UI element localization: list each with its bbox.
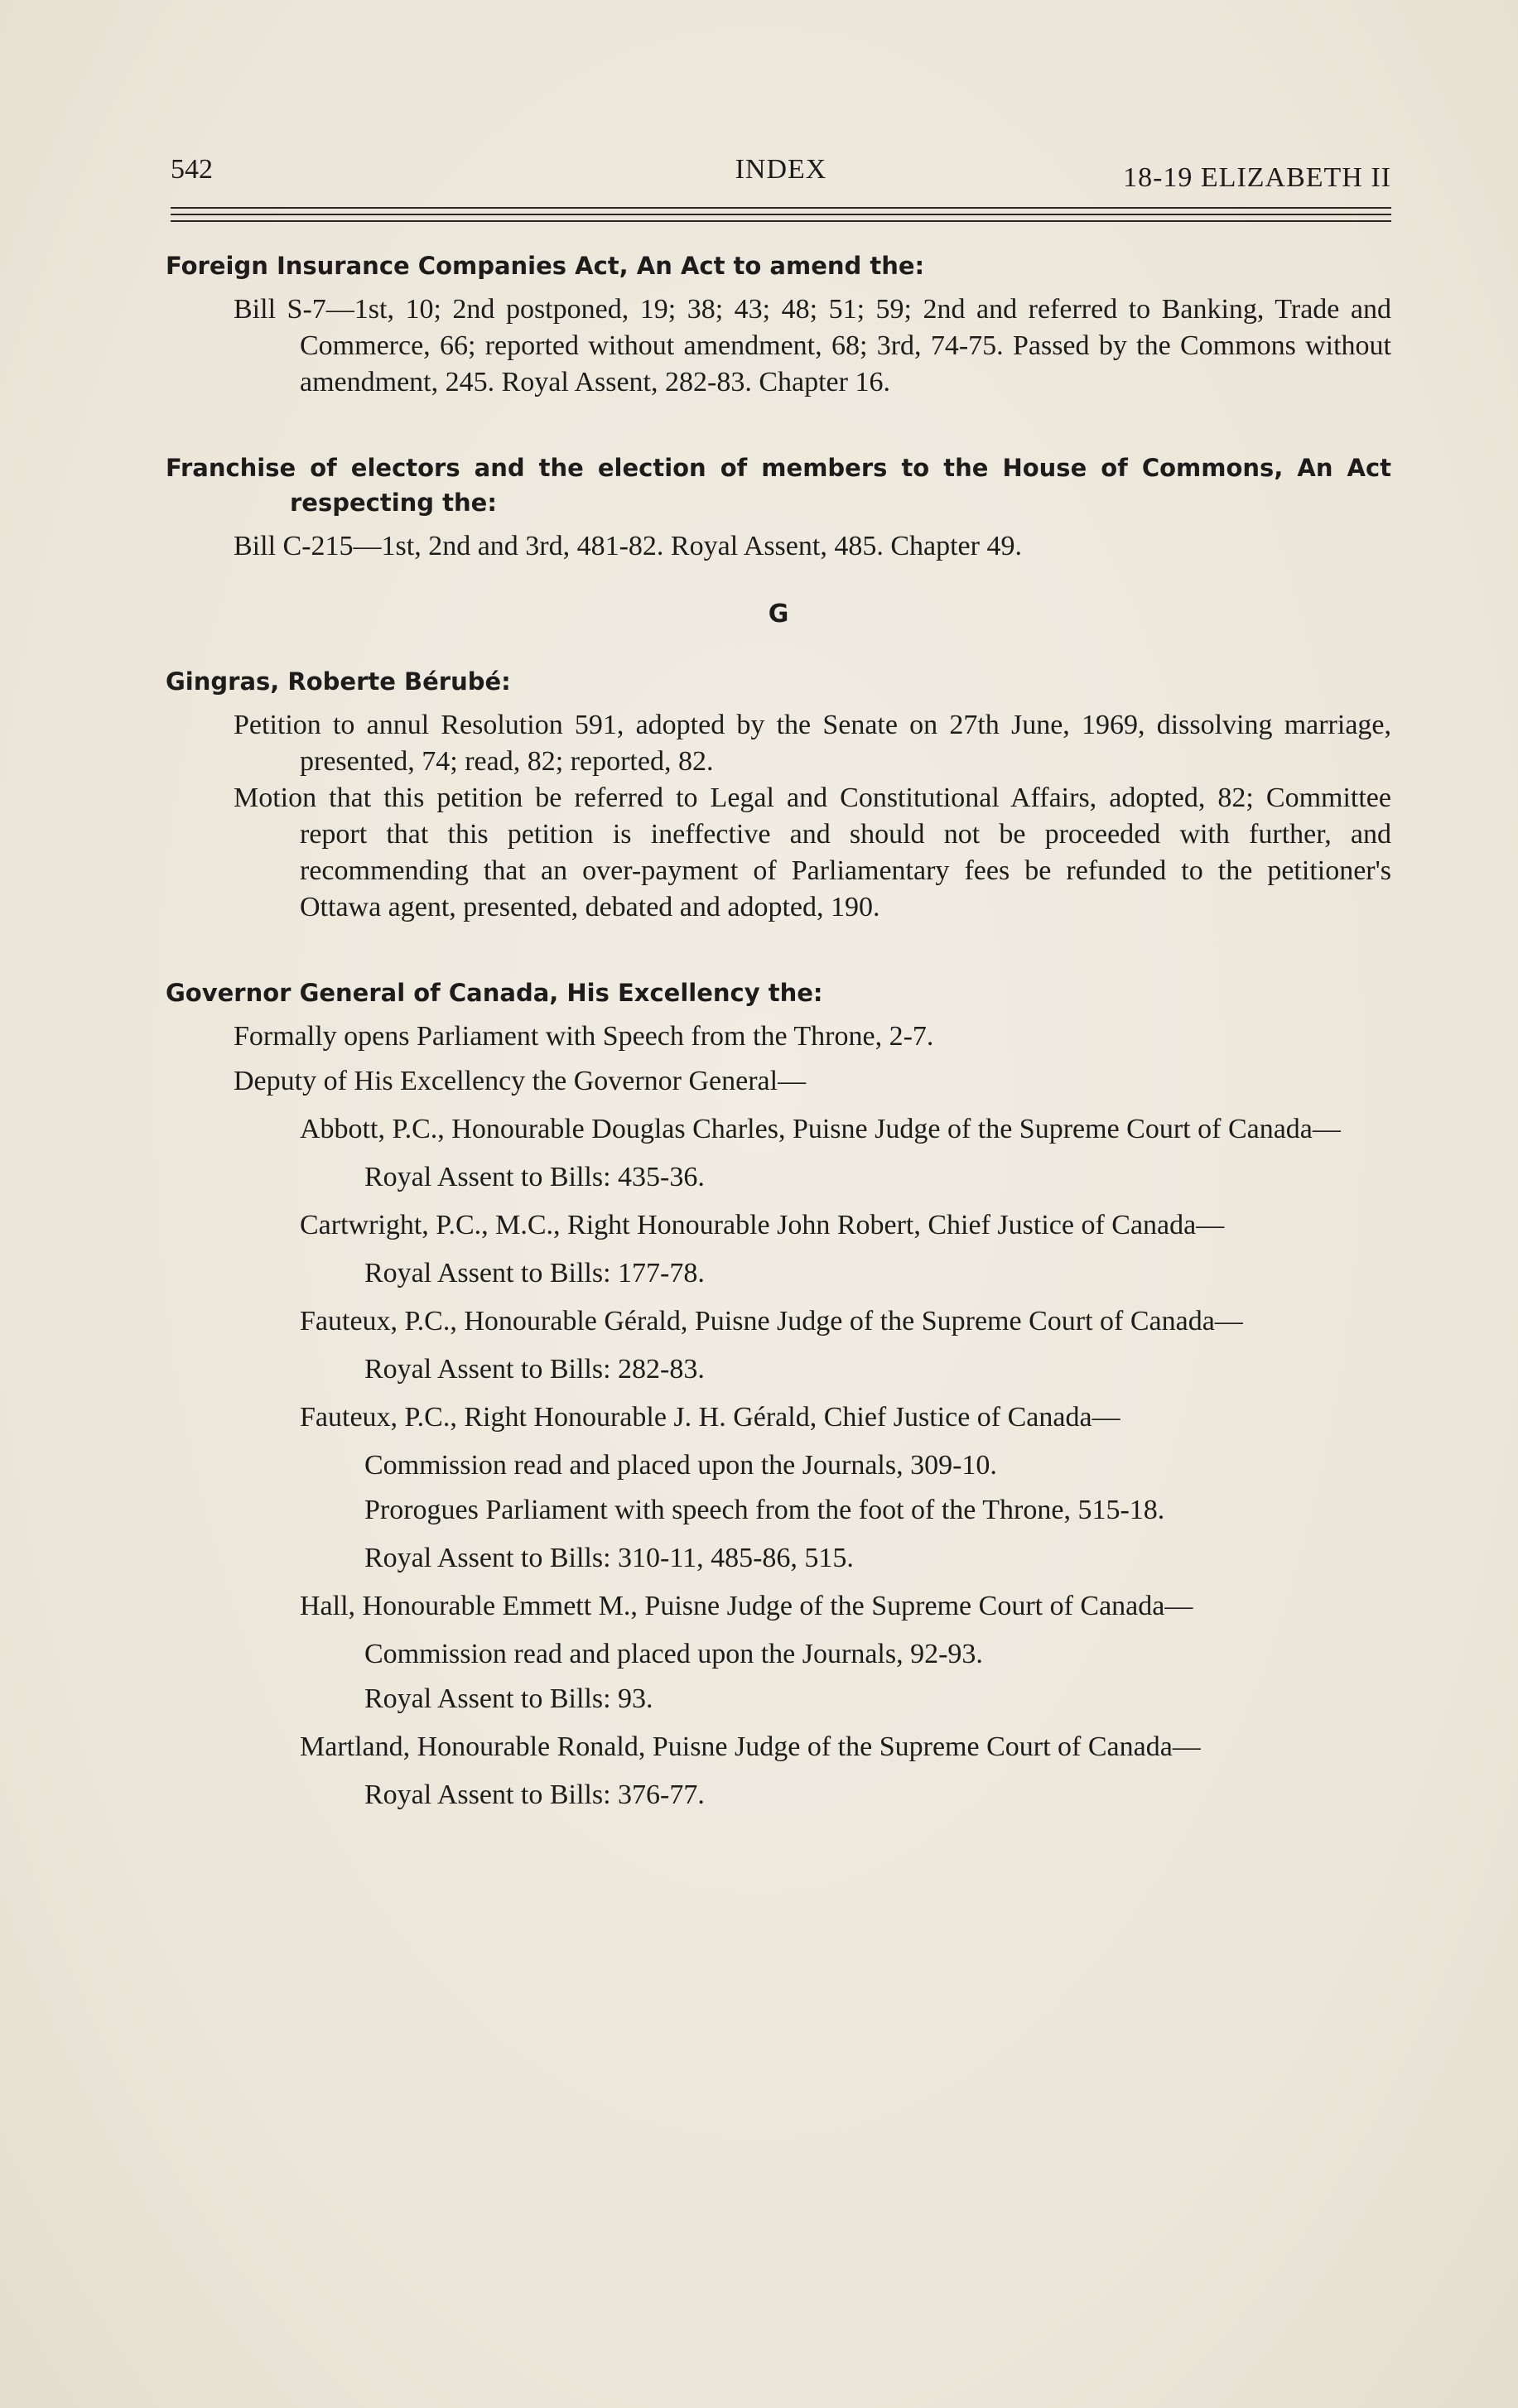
entry-heading-foreign-insurance: Foreign Insurance Companies Act, An Act to amend the:	[166, 252, 925, 280]
index-content	[166, 248, 1391, 1813]
bill-c215-entry: Bill C-215—1st, 2nd and 3rd, 481-82. Royal Assent, 485. Chapter 49.	[234, 531, 1022, 561]
bill-s7-entry: Bill S-7—1st, 10; 2nd postponed, 19; 38; 43; 48; 51; 59; 2nd and referred to Banking, Trade and Commerce, 66; reported without amendment, 68; 3rd, 74-75. Passed by the Commons without amendment, 245. Royal Assent, 282-83. Chapter 16.	[234, 294, 1391, 397]
fauteux-chief-commission: Commission read and placed upon the Journals, 309-10.	[364, 1450, 997, 1481]
section-letter: G	[768, 600, 789, 628]
header-rule	[171, 214, 1391, 215]
hall-commission: Commission read and placed upon the Journals, 92-93.	[364, 1639, 983, 1669]
deputy-fauteux-puisne: Fauteux, P.C., Honourable Gérald, Puisne Judge of the Supreme Court of Canada—	[300, 1306, 1243, 1336]
fauteux-chief-royal-assent: Royal Assent to Bills: 310-11, 485-86, 515.	[364, 1543, 854, 1573]
abbott-royal-assent: Royal Assent to Bills: 435-36.	[364, 1162, 705, 1192]
petition-entry: Petition to annul Resolution 591, adopted by the Senate on 27th June, 1969, dissolving marriage, presented, 74; read, 82; reported, 82.	[234, 710, 1391, 777]
motion-entry: Motion that this petition be referred to Legal and Constitutional Affairs, adopted, 82; Committee report that this petition is ineffective and should not be proceeded with further, and recommending that an over-payment of Parliamentary fees be refunded to the petitioner's Ottawa agent, presented, debated and adopted, 190.	[234, 783, 1391, 922]
martland-royal-assent: Royal Assent to Bills: 376-77.	[364, 1780, 705, 1810]
cartwright-royal-assent: Royal Assent to Bills: 177-78.	[364, 1258, 705, 1288]
deputy-martland: Martland, Honourable Ronald, Puisne Judge of the Supreme Court of Canada—	[300, 1731, 1201, 1762]
page-title: INDEX	[735, 154, 827, 185]
deputy-fauteux-chief: Fauteux, P.C., Right Honourable J. H. Gérald, Chief Justice of Canada—	[300, 1402, 1120, 1433]
fauteux-chief-prorogues: Prorogues Parliament with speech from the foot of the Throne, 515-18.	[364, 1495, 1165, 1525]
deputy-heading: Deputy of His Excellency the Governor General—	[234, 1066, 807, 1096]
header-rule	[171, 220, 1391, 222]
header-rule	[171, 207, 1391, 209]
fauteux-puisne-royal-assent: Royal Assent to Bills: 282-83.	[364, 1354, 705, 1385]
deputy-abbott: Abbott, P.C., Honourable Douglas Charles, Puisne Judge of the Supreme Court of Canada—	[300, 1114, 1341, 1144]
page-number: 542	[171, 154, 213, 185]
entry-heading-franchise: Franchise of electors and the election of members to the House of Commons, An Act respecting the:	[166, 454, 1391, 517]
page-header	[171, 154, 1391, 195]
deputy-cartwright: Cartwright, P.C., M.C., Right Honourable John Robert, Chief Justice of Canada—	[300, 1210, 1225, 1240]
regnal-year: 18-19 ELIZABETH II	[1123, 162, 1391, 193]
deputy-hall: Hall, Honourable Emmett M., Puisne Judge of the Supreme Court of Canada—	[300, 1591, 1193, 1621]
opens-parliament-entry: Formally opens Parliament with Speech from the Throne, 2-7.	[234, 1021, 934, 1052]
entry-heading-governor-general: Governor General of Canada, His Excellency the:	[166, 979, 823, 1007]
hall-royal-assent: Royal Assent to Bills: 93.	[364, 1683, 653, 1714]
entry-heading-gingras: Gingras, Roberte Bérubé:	[166, 667, 511, 696]
